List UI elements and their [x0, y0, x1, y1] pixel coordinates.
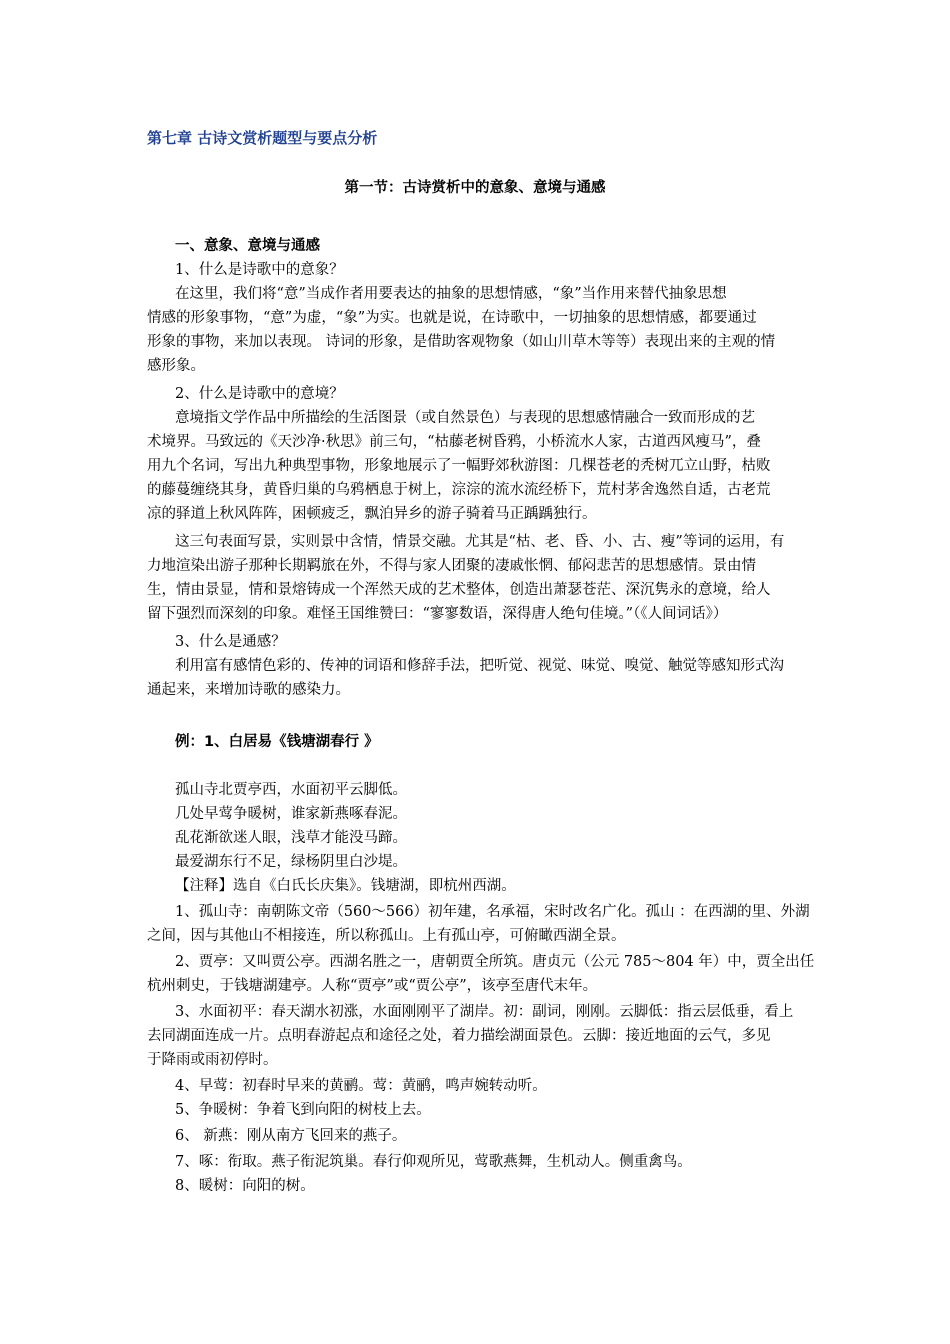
text-line: 孤山寺北贾亭西，水面初平云脚低。: [175, 782, 407, 798]
text-line: 5、争暖树：争着飞到向阳的树枝上去。: [175, 1102, 431, 1118]
text-line: 一、意象、意境与通感: [175, 238, 320, 254]
text-line: 形象的事物，来加以表现。 诗词的形象，是借助客观物象（如山川草木等等）表现出来的主观的情: [147, 334, 776, 350]
text-line: 2、贾亭：又叫贾公亭。西湖名胜之一，唐朝贾全所筑。唐贞元（公元 785～804 年）中，贾全出任: [175, 954, 815, 970]
text-line: 凉的驿道上秋风阵阵，困顿疲乏，飘泊异乡的游子骑着马正踽踽独行。: [147, 506, 597, 522]
text-line: 【注释】选自《白氏长庆集》。钱塘湖，即杭州西湖。: [175, 878, 516, 894]
section-title: 第一节：古诗赏析中的意象、意境与通感: [344, 180, 606, 196]
text-line: 最爱湖东行不足，绿杨阴里白沙堤。: [175, 854, 407, 870]
text-line: 留下强烈而深刻的印象。难怪王国维赞曰：“寥寥数语，深得唐人绝句佳境。”（《人间词话》）: [147, 606, 728, 622]
text-line: 之间，因与其他山不相接连，所以称孤山。上有孤山亭，可俯瞰西湖全景。: [147, 928, 626, 944]
text-line: 术境界。马致远的《天沙净·秋思》前三句，“枯藤老树昏鸦，小桥流水人家，古道西风瘦马”，叠: [147, 434, 761, 450]
text-line: 3、水面初平：春天湖水初涨，水面刚刚平了湖岸。初：副词，刚刚。云脚低：指云层低垂，看上: [175, 1004, 794, 1020]
text-line: 乱花渐欲迷人眼，浅草才能没马蹄。: [175, 830, 407, 846]
text-line: 感形象。: [147, 358, 205, 374]
text-line: 情感的形象事物，“意”为虚，“象”为实。也就是说，在诗歌中，一切抽象的思想情感，都要通过: [147, 310, 757, 326]
text-line: 杭州刺史，于钱塘湖建亭。人称“贾亭”或“贾公亭”，该亭至唐代末年。: [147, 978, 598, 994]
text-line: 用九个名词，写出九种典型事物，形象地展示了一幅野郊秋游图：几棵苍老的秃树兀立山野，枯败: [147, 458, 771, 474]
text-line: 1、孤山寺：南朝陈文帝（560～566）初年建，名承福，宋时改名广化。孤山 ：在西湖的里、外湖: [175, 904, 810, 920]
chapter-title: 第七章 古诗文赏析题型与要点分析: [147, 129, 378, 147]
text-line: 的藤蔓缠绕其身，黄昏归巢的乌鸦栖息于树上，淙淙的流水流经桥下，荒村茅舍逸然自适，古老荒: [147, 482, 771, 498]
text-line: 8、暖树：向阳的树。: [175, 1178, 315, 1194]
text-line: 意境指文学作品中所描绘的生活图景（或自然景色）与表现的思想感情融合一致而形成的艺: [175, 410, 755, 426]
text-line: 去同湖面连成一片。点明春游起点和途径之处，着力描绘湖面景色。云脚：接近地面的云气，多见: [147, 1028, 771, 1044]
text-line: 7、啄：衔取。燕子衔泥筑巢。春行仰观所见，莺歌燕舞，生机动人。侧重禽鸟。: [175, 1154, 692, 1170]
text-line: 2、什么是诗歌中的意境？: [175, 386, 344, 402]
text-line: 力地渲染出游子那种长期羁旅在外，不得与家人团聚的凄戚怅惘、郁闷悲苦的思想感情。景由情: [147, 558, 756, 574]
text-line: 通起来，来增加诗歌的感染力。: [147, 682, 350, 698]
text-line: 例：1、白居易《钱塘湖春行 》: [175, 734, 379, 750]
text-line: 3、什么是通感？: [175, 634, 286, 650]
text-line: 1、什么是诗歌中的意象？: [175, 262, 344, 278]
text-line: 在这里，我们将“意”当成作者用要表达的抽象的思想情感，“象”当作用来替代抽象思想: [175, 286, 727, 302]
text-line: 几处早莺争暖树，谁家新燕啄春泥。: [175, 806, 407, 822]
text-line: 这三句表面写景，实则景中含情，情景交融。尤其是“枯、老、昏、小、古、瘦”等词的运用，有: [175, 534, 785, 550]
text-line: 生，情由景显，情和景熔铸成一个浑然天成的艺术整体，创造出萧瑟苍茫、深沉隽永的意境，给人: [147, 582, 771, 598]
text-line: 6、 新燕：刚从南方飞回来的燕子。: [175, 1128, 407, 1144]
text-line: 于降雨或雨初停时。: [147, 1052, 278, 1068]
text-line: 利用富有感情色彩的、传神的词语和修辞手法，把听觉、视觉、味觉、嗅觉、触觉等感知形式沟: [175, 658, 784, 674]
text-line: 4、早莺：初春时早来的黄鹂。莺：黄鹂，鸣声婉转动听。: [175, 1078, 547, 1094]
